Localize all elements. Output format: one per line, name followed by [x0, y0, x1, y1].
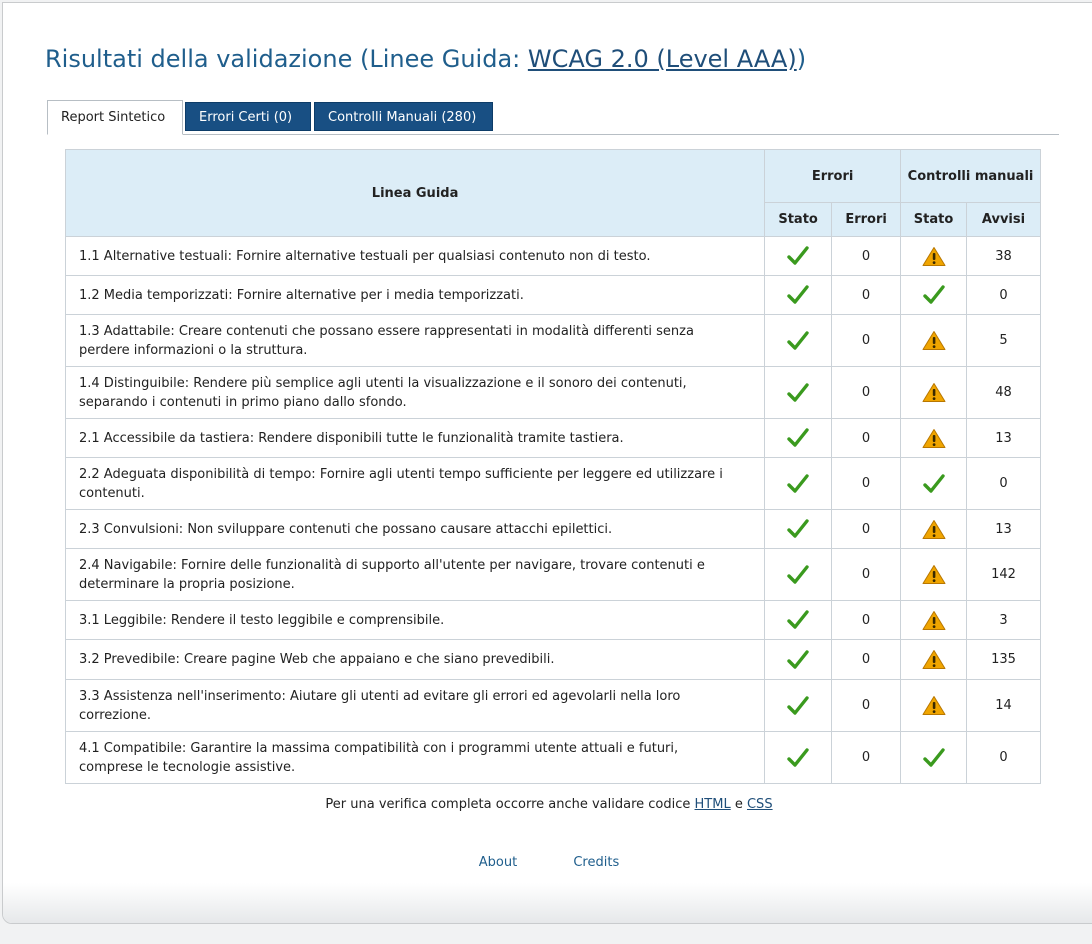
warning-count: 13	[967, 419, 1041, 458]
manual-status-cell	[901, 601, 967, 640]
tab-controlli-manuali[interactable]: Controlli Manuali (280)	[314, 102, 493, 131]
guideline-description: 1.3 Adattabile: Creare contenuti che possano essere rappresentati in modalità differenti senza perdere informazioni o la struttura.	[66, 315, 765, 367]
header-errori: Errori	[832, 203, 901, 237]
footer-links	[3, 855, 1092, 870]
css-validator-link[interactable]: CSS	[746, 797, 773, 812]
page-title	[45, 45, 806, 73]
error-count: 0	[832, 640, 901, 680]
table-row	[66, 237, 1041, 276]
warning-count: 142	[967, 549, 1041, 601]
check-icon	[923, 750, 945, 765]
check-icon	[787, 652, 809, 667]
warning-count: 14	[967, 680, 1041, 732]
check-icon	[787, 288, 809, 303]
guideline-description: 3.1 Leggibile: Rendere il testo leggibile e comprensibile.	[66, 601, 765, 640]
warning-icon	[922, 385, 946, 400]
manual-status-cell	[901, 458, 967, 510]
error-status-cell	[765, 510, 832, 549]
manual-status-cell	[901, 510, 967, 549]
warning-icon	[922, 249, 946, 264]
table-row	[66, 732, 1041, 784]
check-icon	[787, 249, 809, 264]
manual-status-cell	[901, 640, 967, 680]
guideline-description: 2.4 Navigabile: Fornire delle funzionalità di supporto all'utente per navigare, trovare contenuti e determinare la propria posizione.	[66, 549, 765, 601]
page-card	[2, 2, 1092, 924]
error-status-cell	[765, 237, 832, 276]
summary-table	[65, 149, 1041, 784]
guideline-description: 2.2 Adeguata disponibilità di tempo: Fornire agli utenti tempo sufficiente per leggere ed utilizzare i contenuti.	[66, 458, 765, 510]
table-row	[66, 549, 1041, 601]
manual-status-cell	[901, 419, 967, 458]
guideline-link[interactable]: WCAG 2.0 (Level AAA)	[527, 45, 797, 73]
check-icon	[787, 698, 809, 713]
guideline-description: 3.2 Prevedibile: Creare pagine Web che appaiano e che siano prevedibili.	[66, 640, 765, 680]
manual-status-cell	[901, 549, 967, 601]
table-row	[66, 419, 1041, 458]
error-status-cell	[765, 640, 832, 680]
warning-count: 0	[967, 276, 1041, 315]
error-status-cell	[765, 419, 832, 458]
warning-count: 0	[967, 732, 1041, 784]
error-status-cell	[765, 601, 832, 640]
manual-status-cell	[901, 315, 967, 367]
error-status-cell	[765, 549, 832, 601]
guideline-description: 2.3 Convulsioni: Non sviluppare contenuti che possano causare attacchi epilettici.	[66, 510, 765, 549]
manual-status-cell	[901, 237, 967, 276]
error-status-cell	[765, 367, 832, 419]
guideline-description: 3.3 Assistenza nell'inserimento: Aiutare gli utenti ad evitare gli errori ed agevolarli nella loro correzione.	[66, 680, 765, 732]
validation-footnote	[3, 797, 1092, 812]
error-status-cell	[765, 732, 832, 784]
error-count: 0	[832, 237, 901, 276]
tab-bar	[47, 100, 1059, 135]
tab-report-sintetico[interactable]: Report Sintetico	[47, 100, 183, 135]
about-link[interactable]: About	[478, 855, 518, 870]
warning-count: 3	[967, 601, 1041, 640]
warning-icon	[922, 431, 946, 446]
error-count: 0	[832, 315, 901, 367]
html-validator-link[interactable]: HTML	[694, 797, 731, 812]
check-icon	[787, 431, 809, 446]
footnote-text: Per una verifica completa occorre anche validare codice	[325, 797, 695, 812]
error-count: 0	[832, 680, 901, 732]
table-row	[66, 367, 1041, 419]
error-count: 0	[832, 419, 901, 458]
warning-icon	[922, 652, 946, 667]
error-status-cell	[765, 315, 832, 367]
error-count: 0	[832, 549, 901, 601]
manual-status-cell	[901, 732, 967, 784]
warning-count: 0	[967, 458, 1041, 510]
header-errori-group: Errori	[765, 150, 901, 203]
check-icon	[787, 613, 809, 628]
manual-status-cell	[901, 276, 967, 315]
table-row	[66, 640, 1041, 680]
table-row	[66, 276, 1041, 315]
error-status-cell	[765, 458, 832, 510]
warning-icon	[922, 333, 946, 348]
warning-count: 5	[967, 315, 1041, 367]
guideline-description: 2.1 Accessibile da tastiera: Rendere disponibili tutte le funzionalità tramite tastiera.	[66, 419, 765, 458]
header-stato-errori: Stato	[765, 203, 832, 237]
title-prefix: Risultati della validazione (Linee Guida:	[45, 45, 528, 73]
manual-status-cell	[901, 680, 967, 732]
tab-errori-certi[interactable]: Errori Certi (0)	[185, 102, 311, 131]
bottom-shade	[3, 883, 1092, 923]
guideline-description: 1.2 Media temporizzati: Fornire alternative per i media temporizzati.	[66, 276, 765, 315]
check-icon	[787, 567, 809, 582]
error-count: 0	[832, 732, 901, 784]
header-linea-guida: Linea Guida	[66, 150, 765, 237]
warning-icon	[922, 613, 946, 628]
guideline-description: 4.1 Compatibile: Garantire la massima compatibilità con i programmi utente attuali e futuri, comprese le tecnologie assistive.	[66, 732, 765, 784]
error-status-cell	[765, 276, 832, 315]
warning-icon	[922, 522, 946, 537]
guideline-description: 1.4 Distinguibile: Rendere più semplice agli utenti la visualizzazione e il sonoro dei contenuti, separando i contenuti in primo piano dallo sfondo.	[66, 367, 765, 419]
warning-count: 135	[967, 640, 1041, 680]
check-icon	[923, 288, 945, 303]
header-controlli-manuali-group: Controlli manuali	[901, 150, 1041, 203]
warning-count: 48	[967, 367, 1041, 419]
header-stato-manuali: Stato	[901, 203, 967, 237]
manual-status-cell	[901, 367, 967, 419]
error-count: 0	[832, 458, 901, 510]
error-count: 0	[832, 367, 901, 419]
warning-count: 38	[967, 237, 1041, 276]
warning-icon	[922, 698, 946, 713]
error-count: 0	[832, 510, 901, 549]
table-row	[66, 680, 1041, 732]
error-status-cell	[765, 680, 832, 732]
check-icon	[787, 385, 809, 400]
table-row	[66, 315, 1041, 367]
check-icon	[787, 522, 809, 537]
table-row	[66, 510, 1041, 549]
guideline-description: 1.1 Alternative testuali: Fornire alternative testuali per qualsiasi contenuto non di testo.	[66, 237, 765, 276]
table-body	[66, 237, 1041, 784]
error-count: 0	[832, 276, 901, 315]
title-suffix: )	[796, 45, 807, 73]
check-icon	[787, 750, 809, 765]
check-icon	[787, 476, 809, 491]
warning-count: 13	[967, 510, 1041, 549]
error-count: 0	[832, 601, 901, 640]
check-icon	[787, 333, 809, 348]
credits-link[interactable]: Credits	[573, 855, 620, 870]
header-avvisi: Avvisi	[967, 203, 1041, 237]
check-icon	[923, 476, 945, 491]
table-row	[66, 601, 1041, 640]
table-row	[66, 458, 1041, 510]
footnote-conjunction: e	[730, 797, 747, 812]
warning-icon	[922, 567, 946, 582]
